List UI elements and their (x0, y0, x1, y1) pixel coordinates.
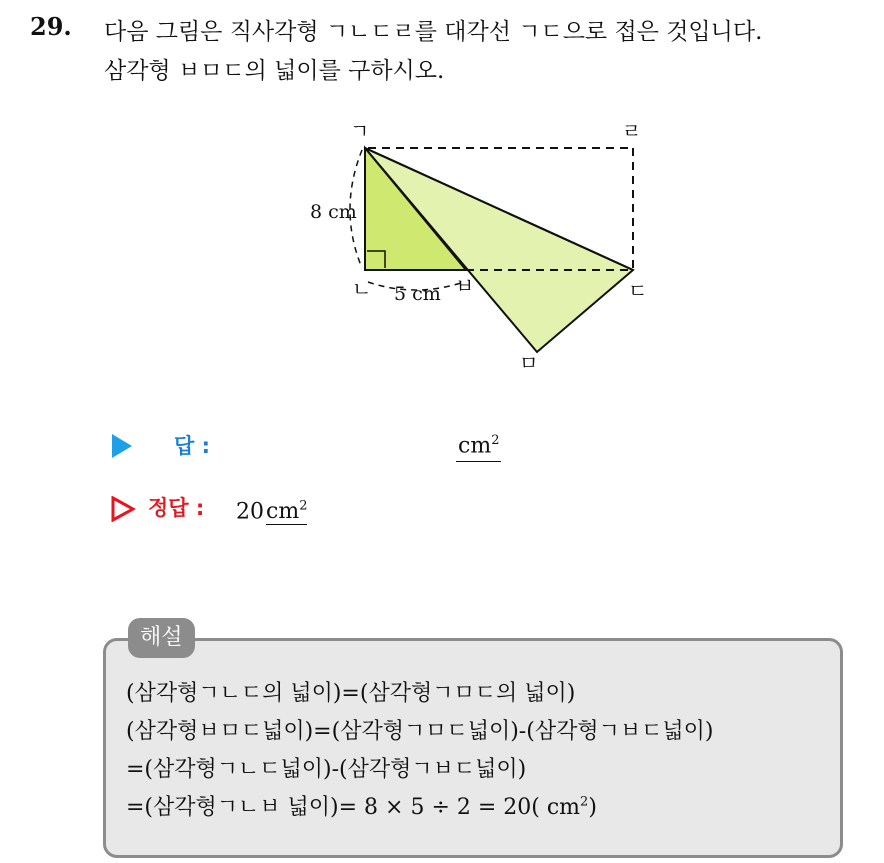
question-number: 29. (30, 12, 72, 41)
correct-answer-value (236, 492, 307, 527)
vertex-label-b: ㅂ (455, 274, 475, 298)
explanation-tab: 해설 (128, 618, 195, 658)
play-arrow-icon (112, 434, 132, 458)
vertex-label-m: ㅁ (519, 351, 539, 375)
outline-arrow-icon (110, 496, 136, 522)
explanation-line4-text: =(삼각형ㄱㄴㅂ 넓이)= 8 × 5 ÷ 2 = 20( cm (126, 795, 581, 820)
answer-label: 답 : (174, 434, 210, 458)
base-label: 5 cm (394, 283, 441, 305)
explanation-line4 (126, 790, 597, 821)
vertex-label-g: ㄱ (350, 119, 370, 143)
vertex-label-r: ㄹ (622, 119, 642, 143)
folded-rectangle-figure (0, 0, 884, 420)
height-label: 8 cm (310, 201, 357, 223)
explanation-line2: (삼각형ㅂㅁㄷ넓이)=(삼각형ㄱㅁㄷ넓이)-(삼각형ㄱㅂㄷ넓이) (126, 719, 714, 744)
answer-unit (456, 426, 501, 462)
vertex-label-d: ㄷ (628, 279, 648, 303)
question-text-line2: 삼각형 ㅂㅁㄷ의 넓이를 구하시오. (104, 58, 445, 84)
question-text-line1: 다음 그림은 직사각형 ㄱㄴㄷㄹ를 대각선 ㄱㄷ으로 접은 것입니다. (104, 19, 763, 45)
answer-unit-exponent: 2 (491, 433, 500, 448)
correct-answer-unit-text: cm (266, 499, 300, 525)
correct-answer-unit (266, 499, 307, 525)
explanation-box (103, 638, 843, 858)
explanation-line4-end: ) (588, 795, 597, 820)
vertex-label-n: ㄴ (352, 277, 372, 301)
explanation-line4-exponent: 2 (580, 794, 589, 810)
answer-unit-text: cm (458, 433, 492, 459)
correct-answer-number: 20 (236, 499, 264, 525)
correct-answer-label: 정답 : (148, 496, 205, 520)
explanation-line3: =(삼각형ㄱㄴㄷ넓이)-(삼각형ㄱㅂㄷ넓이) (126, 757, 527, 782)
correct-answer-unit-exponent: 2 (299, 499, 308, 514)
explanation-line1: (삼각형ㄱㄴㄷ의 넓이)=(삼각형ㄱㅁㄷ의 넓이) (126, 681, 576, 706)
